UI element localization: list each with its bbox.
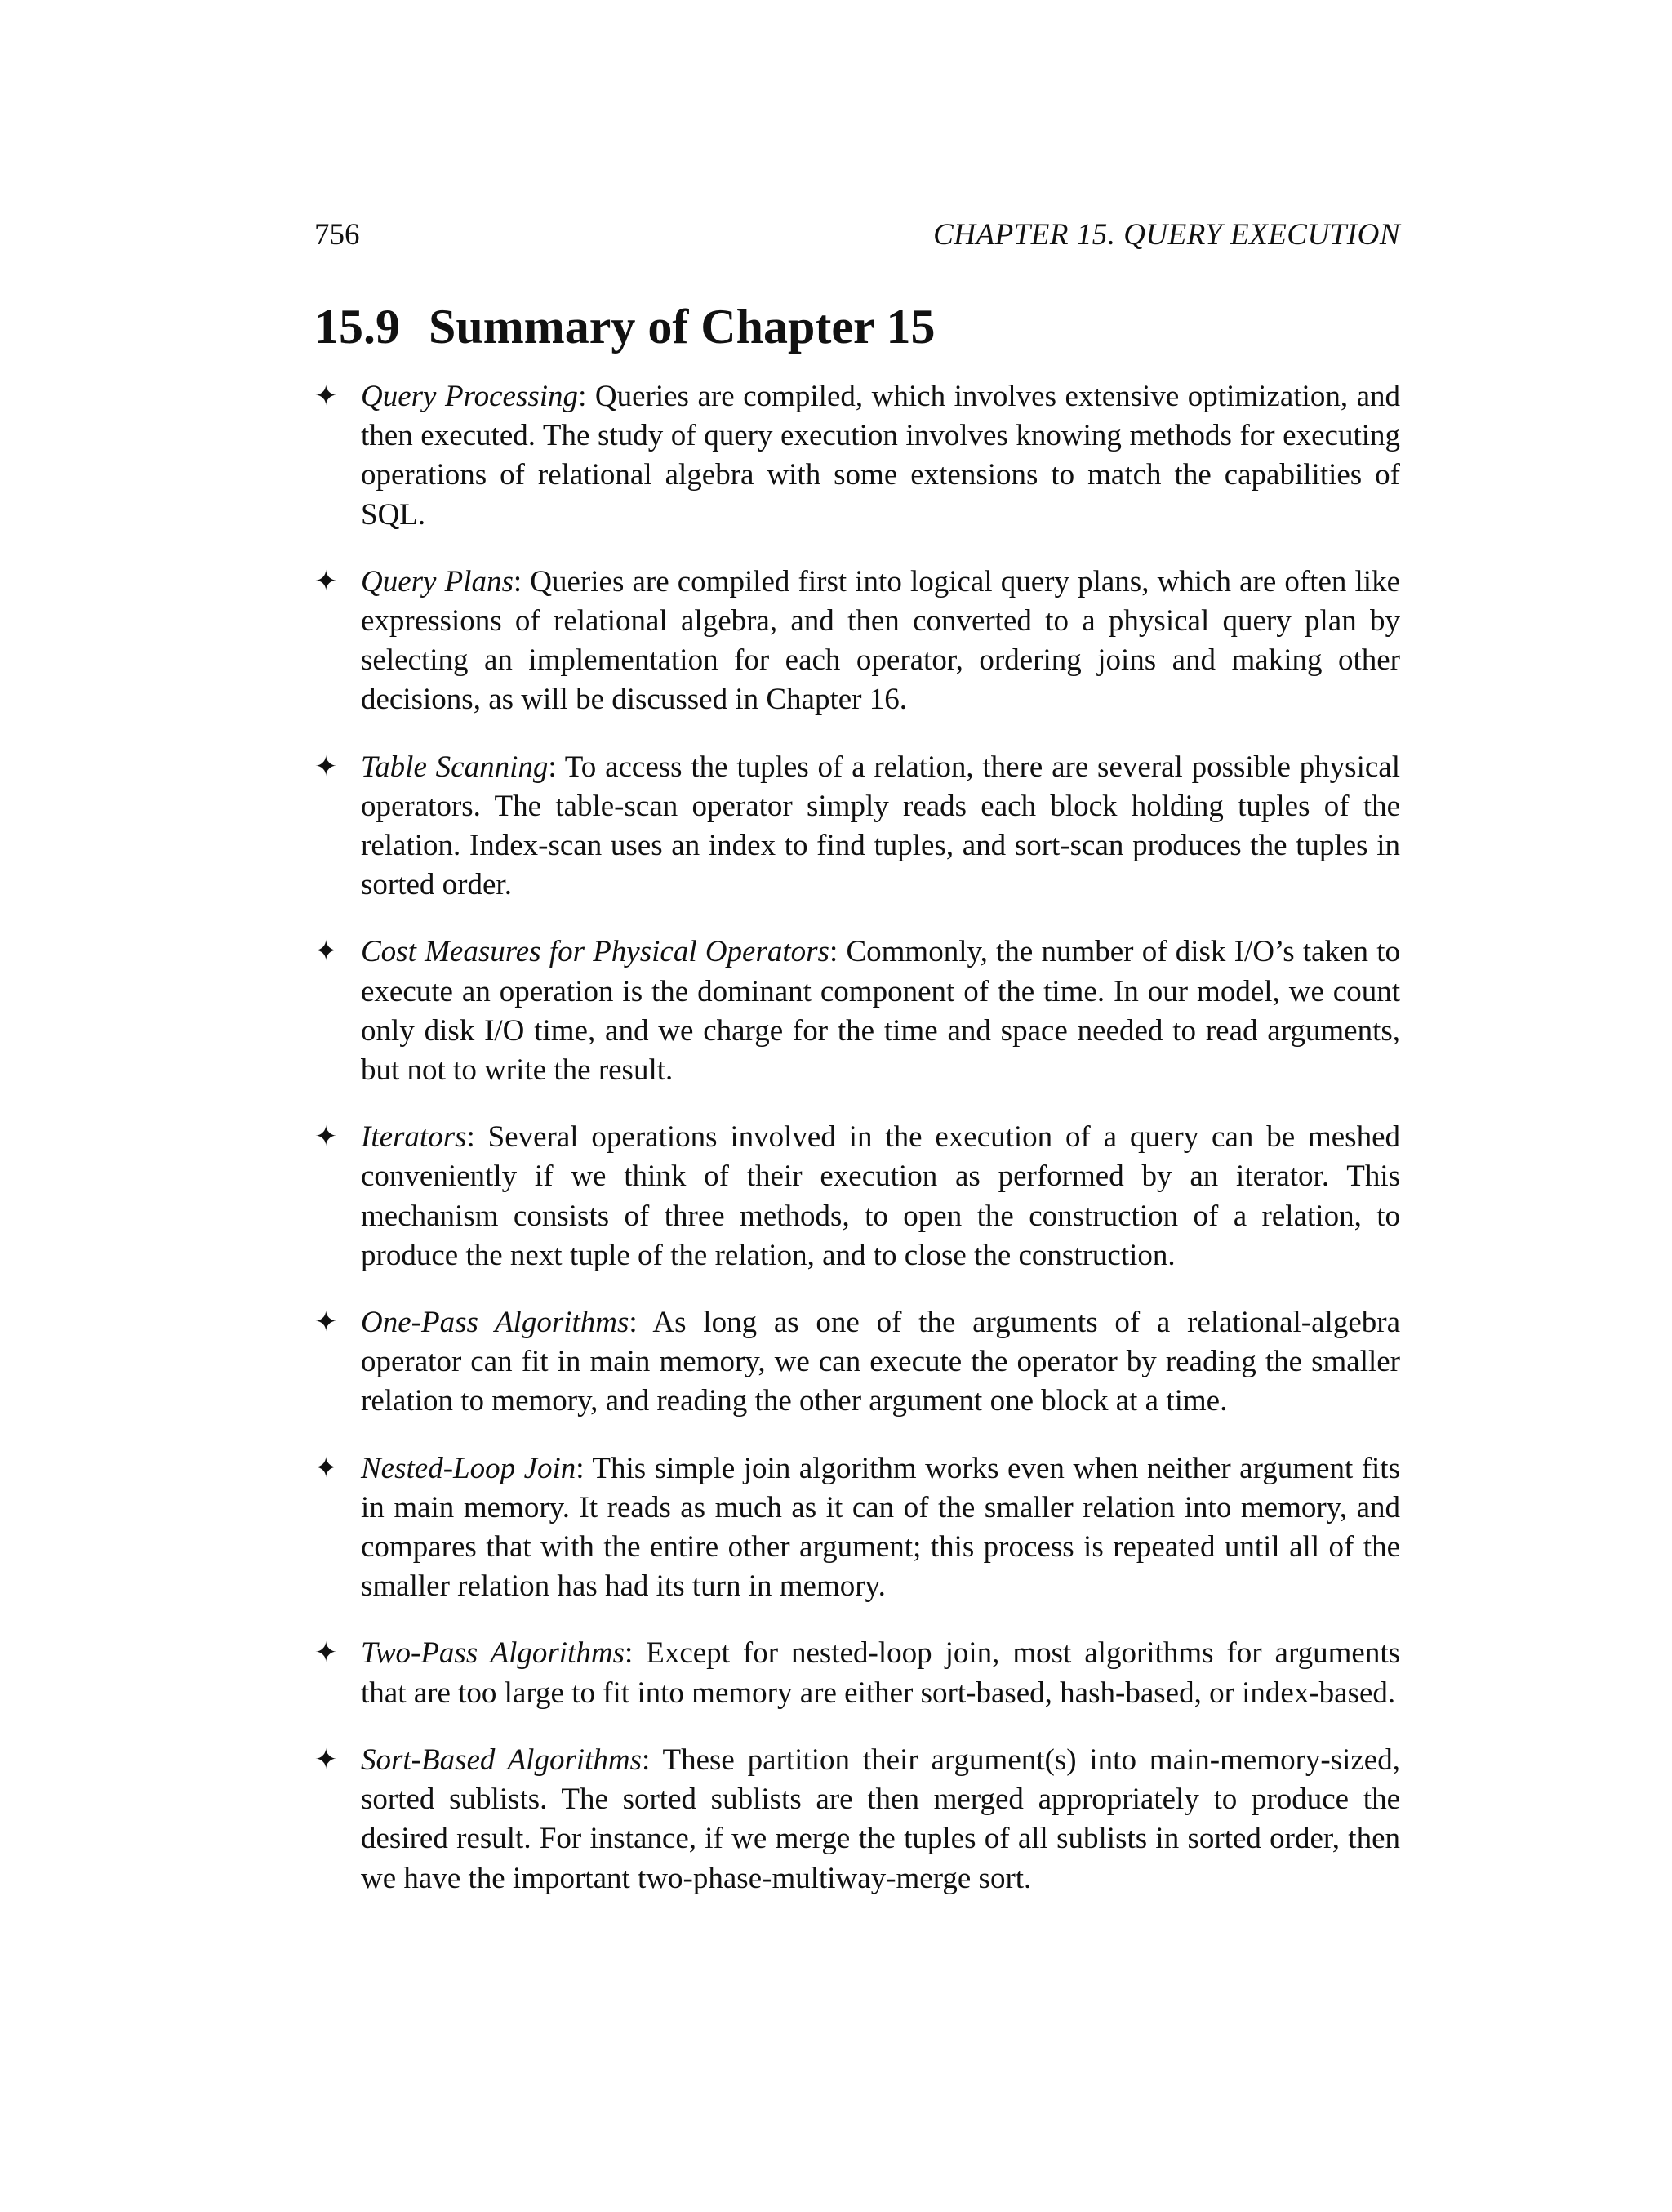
section-heading [314,294,936,359]
summary-term: Nested-Loop Join [361,1451,576,1485]
summary-item: ✦ Query Plans: Queries are compiled first into logical query plans, which are often like expressions of relational algebra, and then converted to a physical query plan by selecting an implementation for each operator, ordering joins and making other decisions, as will be discussed in Chapter 16. [314,563,1400,720]
summary-term: Sort-Based Algorithms [361,1742,643,1777]
summary-text: This simple join algorithm works even when neither argument fits in main memory. It reads as much as it can of the smaller relation into memory, and compares that with the entire other argument; this process is repeated until all of the smaller relation has had its turn in memory. [361,1451,1400,1604]
summary-text: Queries are compiled, which involves extensive optimization, and then executed. The study of query execution involves knowing methods for executing operations of relational algebra with some extensions to match the capabilities of SQL. [361,380,1401,532]
summary-text: Queries are compiled first into logical query plans, which are often like expressions of relational algebra, and then converted to a physical query plan by selecting an implementation for each operator, ordering joins and making other decisions, as will be discussed in Chapter 16. [361,564,1401,717]
four-pointed-star-bullet-icon: ✦ [314,381,338,412]
summary-term: Query Plans [361,564,514,599]
four-pointed-star-bullet-icon: ✦ [314,751,338,782]
summary-list [314,377,1400,1926]
summary-text: As long as one of the arguments of a relational-algebra operator can fit in main memory, we can execute the operator by reading the smaller relation to memory, and reading the other argument one block at a time. [361,1306,1400,1418]
summary-term: Table Scanning [361,750,549,784]
summary-item: ✦ Two-Pass Algorithms: Except for nested-loop join, most algorithms for arguments that are too large to fit into memory are either sort-based, hash-based, or index-based. [314,1634,1400,1712]
summary-item: ✦ One-Pass Algorithms: As long as one of the arguments of a relational-algebra operator can fit in main memory, we can execute the operator by reading the smaller relation to memory, and reading the other argument one block at a time. [314,1303,1400,1422]
summary-item: ✦ Nested-Loop Join: This simple join algorithm works even when neither argument fits in main memory. It reads as much as it can of the smaller relation into memory, and compares that with the entire other argument; this process is repeated until all of the smaller relation has had its turn in memory. [314,1449,1400,1607]
four-pointed-star-bullet-icon: ✦ [314,1638,338,1669]
four-pointed-star-bullet-icon: ✦ [314,1307,338,1338]
summary-text: Except for nested-loop join, most algorithms for arguments that are too large to fit into memory are either sort-based, hash-based, or index-based. [361,1636,1400,1710]
summary-item: ✦ Table Scanning: To access the tuples of a relation, there are several possible physical operators. The table-scan operator simply reads each block holding tuples of the relation. Index-scan uses an index to find tuples, and sort-scan produces the tuples in sorted order. [314,748,1400,906]
four-pointed-star-bullet-icon: ✦ [314,937,338,968]
summary-term: One-Pass Algorithms [361,1306,629,1340]
summary-text: Commonly, the number of disk I/O’s taken to execute an operation is the dominant component of the time. In our model, we count only disk I/O time, and we charge for the time and space needed to read arguments, but not to write the result. [361,935,1400,1088]
section-number: 15.9 [314,300,400,354]
summary-term: Query Processing [361,380,579,413]
summary-item: ✦ Iterators: Several operations involved in the execution of a query can be meshed conveniently if we think of their execution as performed by an iterator. This mechanism consists of three methods, to open the construction of a relation, to produce the next tuple of the relation, and to close the construction. [314,1118,1400,1275]
four-pointed-star-bullet-icon: ✦ [314,1744,338,1775]
summary-item: ✦ Sort-Based Algorithms: These partition their argument(s) into main-memory-sized, sorted sublists. The sorted sublists are then merged appropriately to produce the desired result. For instance, if we merge the tuples of all sublists in sorted order, then we have the important two-phase-multiway-merge sort. [314,1741,1400,1898]
summary-term: Iterators [361,1120,467,1155]
four-pointed-star-bullet-icon: ✦ [314,1453,338,1484]
summary-item: ✦ Cost Measures for Physical Operators: Commonly, the number of disk I/O’s taken to execute an operation is the dominant component of the time. In our model, we count only disk I/O time, and we charge for the time and space needed to read arguments, but not to write the result. [314,932,1400,1090]
section-title: Summary of Chapter 15 [429,300,936,354]
four-pointed-star-bullet-icon: ✦ [314,1122,338,1153]
summary-text: To access the tuples of a relation, there are several possible physical operators. The table-scan operator simply reads each block holding tuples of the relation. Index-scan uses an index to find tuples, and sort-scan produces the tuples in sorted order. [361,750,1400,902]
summary-term: Two-Pass Algorithms [361,1636,625,1671]
running-header [314,211,1400,260]
summary-item: ✦ Query Processing: Queries are compiled, which involves extensive optimization, and then executed. The study of query execution involves knowing methods for executing operations of relational algebra with some extensions to match the capabilities of SQL. [314,377,1400,535]
page-number: 756 [314,218,360,251]
four-pointed-star-bullet-icon: ✦ [314,566,338,597]
chapter-running-title: CHAPTER 15. QUERY EXECUTION [933,218,1400,251]
summary-text: Several operations involved in the execution of a query can be meshed conveniently if we think of their execution as performed by an iterator. This mechanism consists of three methods, to open the construction of a relation, to produce the next tuple of the relation, and to close the construction. [361,1120,1401,1272]
summary-term: Cost Measures for Physical Operators [361,935,829,969]
summary-text: These partition their argument(s) into main-memory-sized, sorted sublists. The sorted sublists are then merged appropriately to produce the desired result. For instance, if we merge the tuples of all sublists in sorted order, then we have the important two-phase-multiway-merge sort. [361,1742,1400,1895]
